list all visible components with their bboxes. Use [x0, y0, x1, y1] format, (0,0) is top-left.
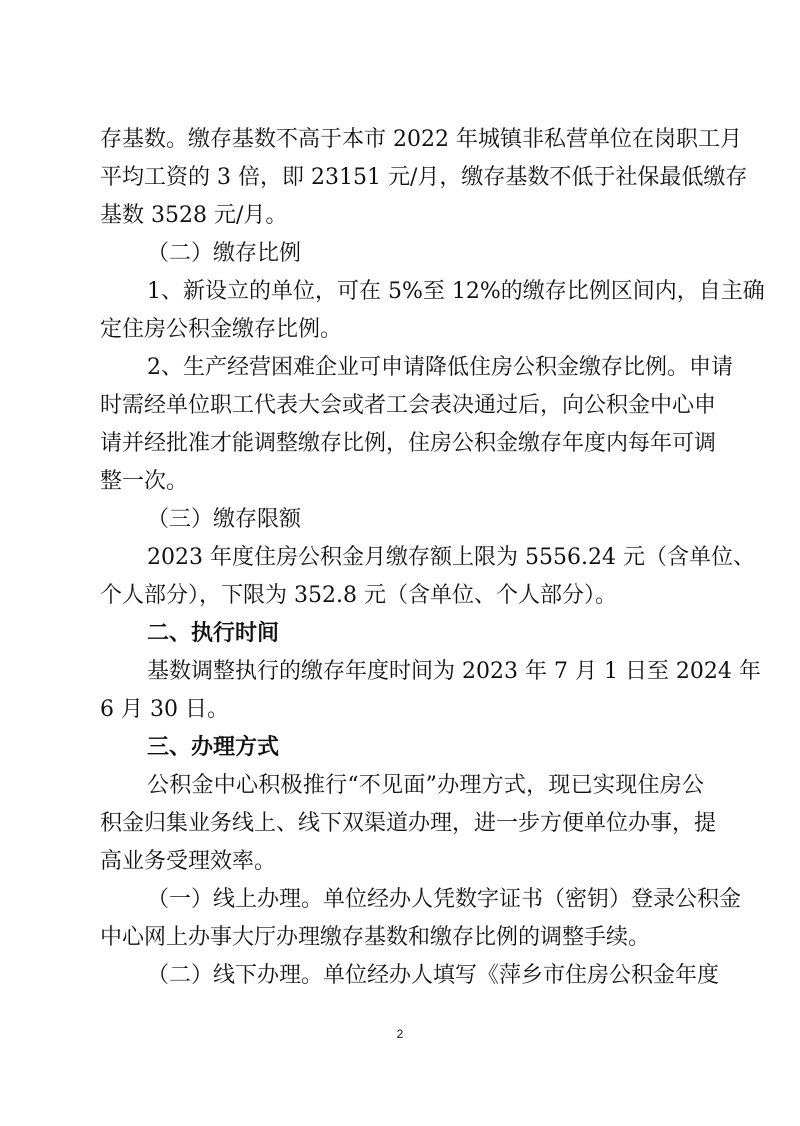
paragraph-line: 6 月 30 日。 [100, 697, 229, 722]
paragraph-line: 平均工资的 3 倍，即 23151 元/月，缴存基数不低于社保最低缴存 [100, 165, 748, 190]
paragraph-line: （一）线上办理。单位经办人凭数字证书（密钥）登录公积金 [147, 887, 742, 912]
paragraph-line: 2、生产经营困难企业可申请降低住房公积金缴存比例。申请 [147, 355, 733, 380]
paragraph-line: 1、新设立的单位，可在 5%至 12%的缴存比例区间内，自主确 [147, 279, 765, 304]
paragraph-line: （二）线下办理。单位经办人填写《萍乡市住房公积金年度 [147, 963, 720, 988]
paragraph-line: 定住房公积金缴存比例。 [100, 317, 343, 342]
section-heading: 二、执行时间 [147, 621, 280, 646]
paragraph-line: 高业务受理效率。 [100, 849, 277, 874]
section-heading: 三、办理方式 [147, 735, 280, 760]
paragraph-line: 公积金中心积极推行“不见面”办理方式，现已实现住房公 [147, 773, 704, 798]
paragraph-line: 积金归集业务线上、线下双渠道办理，进一步方便单位办事，提 [100, 811, 717, 836]
section-subheading: （三）缴存限额 [147, 507, 302, 532]
paragraph-line: 整一次。 [100, 469, 189, 494]
paragraph-line: 基数 3528 元/月。 [100, 203, 288, 228]
paragraph-line: 请并经批准才能调整缴存比例，住房公积金缴存年度内每年可调 [100, 431, 717, 456]
section-subheading: （二）缴存比例 [147, 241, 302, 266]
page-number: 2 [396, 1027, 404, 1041]
paragraph-line: 存基数。缴存基数不高于本市 2022 年城镇非私营单位在岗职工月 [100, 127, 742, 152]
paragraph-line: 基数调整执行的缴存年度时间为 2023 年 7 月 1 日至 2024 年 [147, 659, 761, 684]
paragraph-line: 个人部分），下限为 352.8 元（含单位、个人部分）。 [100, 583, 617, 608]
paragraph-line: 中心网上办事大厅办理缴存基数和缴存比例的调整手续。 [100, 925, 651, 950]
paragraph-line: 2023 年度住房公积金月缴存额上限为 5556.24 元（含单位、 [147, 545, 755, 570]
paragraph-line: 时需经单位职工代表大会或者工会表决通过后，向公积金中心申 [100, 393, 717, 418]
